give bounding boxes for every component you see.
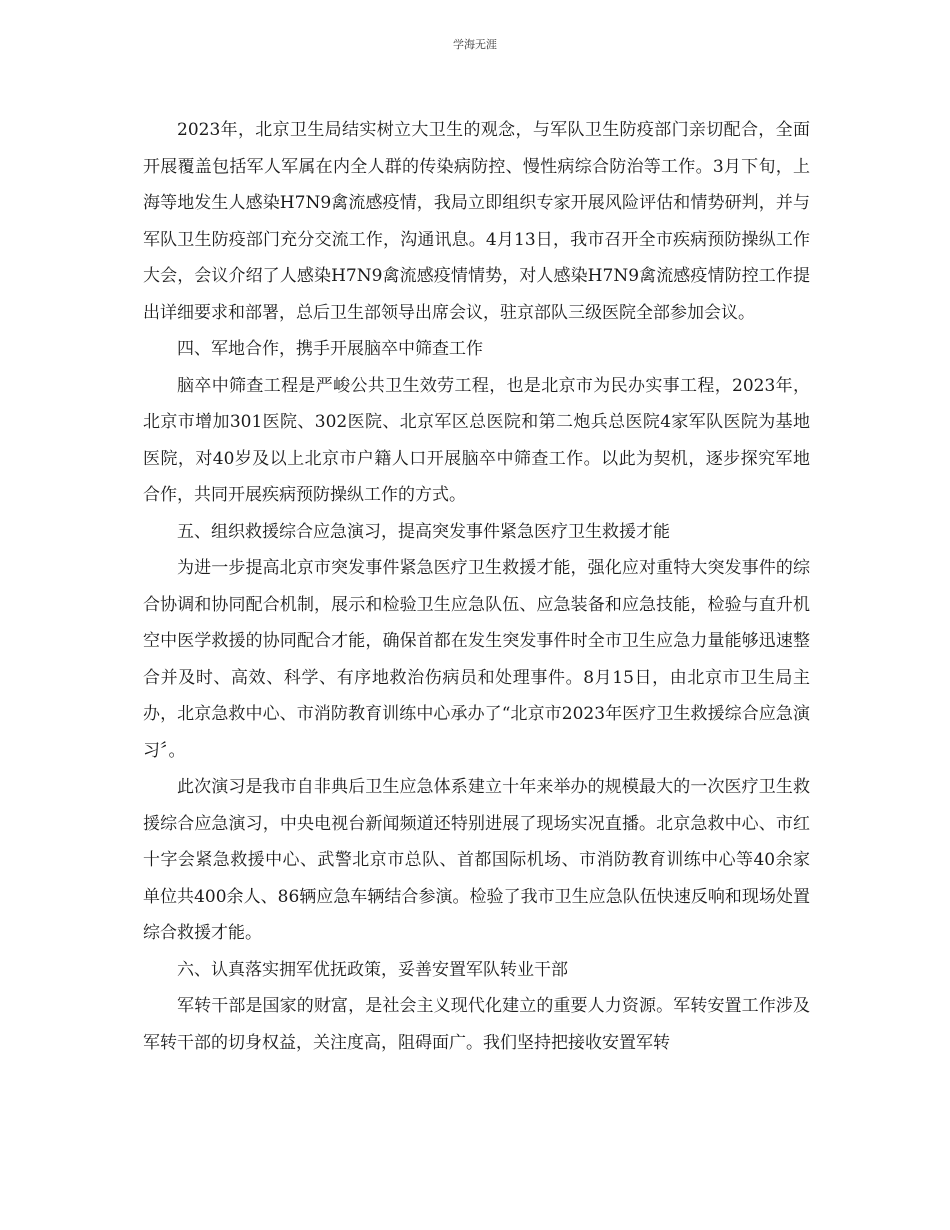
paragraph-cadre-resettlement: 军转干部是国家的财富，是社会主义现代化建立的重要人力资源。军转安置工作涉及军转干部的切身权益，关注度高，阻碍面广。我们坚持把接收安置军转 xyxy=(143,996,810,1053)
paragraph-drill-details: 此次演习是我市自非典后卫生应急体系建立十年来举办的规模最大的一次医疗卫生救援综合应急演习，中央电视台新闻频道还特别进展了现场实况直播。北京急救中心、市红十字会紧急救援中心、武警北京市总队、首都国际机场、市消防教育训练中心等40余家单位共400余人、86辆应急车辆结合参演。检验了我市卫生应急队伍快速反响和现场处置综合救援才能。 xyxy=(143,777,810,943)
document-body xyxy=(143,112,810,1061)
section-heading-five: 五、组织救援综合应急演习，提高突发事件紧急医疗卫生救援才能 xyxy=(177,521,670,542)
paragraph-emergency-drill: 为进一步提高北京市突发事件紧急医疗卫生救援才能，强化应对重特大突发事件的综合协调和协同配合机制，展示和检验卫生应急队伍、应急装备和应急技能，检验与直升机空中医学救援的协同配合才能，确保首都在发生突发事件时全市卫生应急力量能够迅速整合并及时、高效、科学、有序地救治伤病员和处理事件。8月15日，由北京市卫生局主办，北京急救中心、市消防教育训练中心承办了“北京市2023年医疗卫生救援综合应急演习〞。 xyxy=(143,558,810,761)
section-heading-six: 六、认真落实拥军优抚政策，妥善安置军队转业干部 xyxy=(177,959,568,980)
paragraph-epidemic-control: 2023年，北京卫生局结实树立大卫生的观念，与军队卫生防疫部门亲切配合，全面开展覆盖包括军人军属在内全人群的传染病防控、慢性病综合防治等工作。3月下旬，上海等地发生人感染H7N9禽流感疫情，我局立即组织专家开展风险评估和情势研判，并与军队卫生防疫部门充分交流工作，沟通讯息。4月13日，我市召开全市疾病预防操纵工作大会，会议介绍了人感染H7N9禽流感疫情情势，对人感染H7N9禽流感疫情防控工作提出详细要求和部署，总后卫生部领导出席会议，驻京部队三级医院全部参加会议。 xyxy=(143,120,810,323)
section-heading-four: 四、军地合作，携手开展脑卒中筛查工作 xyxy=(177,339,483,359)
page-header: 学海无涯 xyxy=(453,38,497,51)
paragraph-stroke-screening: 脑卒中筛查工程是严峻公共卫生效劳工程，也是北京市为民办实事工程，2023年，北京市增加301医院、302医院、北京军区总医院和第二炮兵总医院4家军队医院为基地医院，对40岁及以上北京市户籍人口开展脑卒中筛查工作。以此为契机，逐步探究军地合作，共同开展疾病预防操纵工作的方式。 xyxy=(143,375,810,505)
